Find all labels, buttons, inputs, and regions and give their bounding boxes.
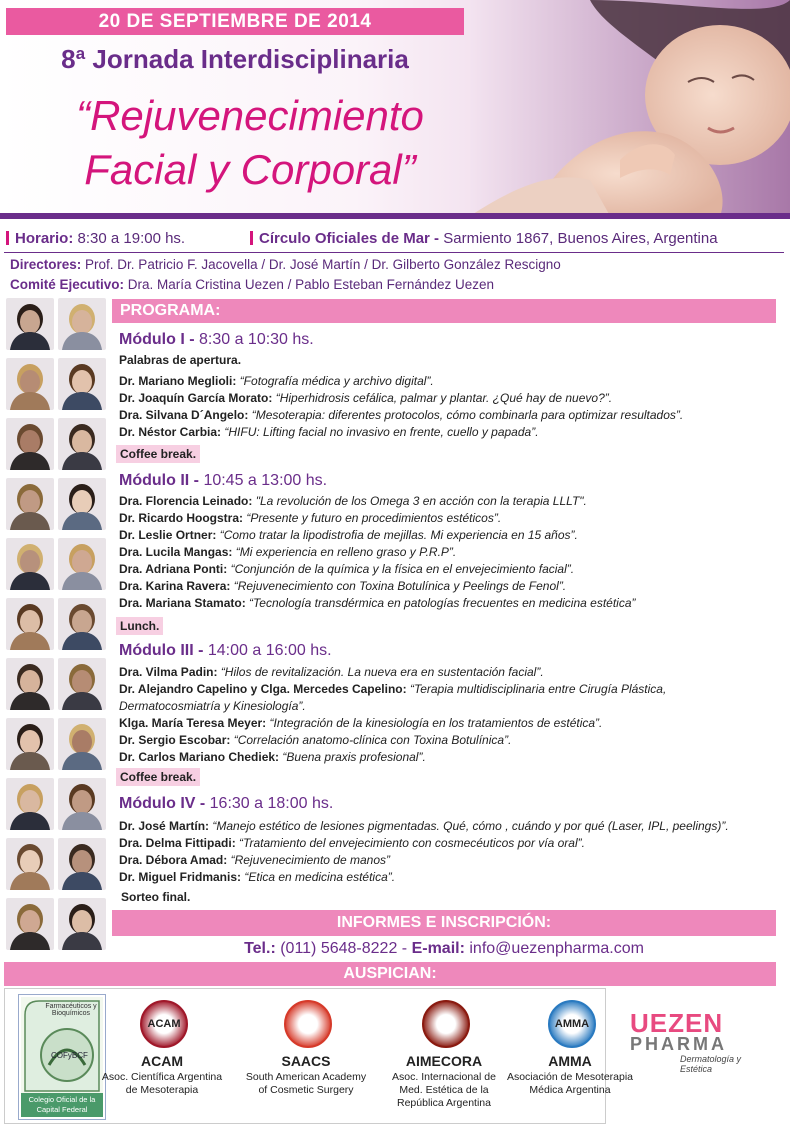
sponsor-name: SAACS [281,1053,331,1069]
uezen-pharma-logo [624,1008,774,1074]
modulo-4-time: 16:30 a 18:00 hs. [209,795,334,812]
talk-line [119,853,390,867]
header-divider [0,213,790,219]
email-label: E-mail: [411,940,465,957]
pharma-word: PHARMA [630,1034,727,1054]
speaker-name: Dr. Ricardo Hoogstra: [119,511,247,525]
talk-line [119,494,587,508]
speaker-photo [58,838,106,890]
speaker-photo [6,538,54,590]
talk-title: “Hiperhidrosis cefálica, palmar y plantar. ¿Qué hay de nuevo?”. [275,391,613,405]
horario-label: Horario: [15,230,74,247]
accent-bar [250,231,253,245]
speaker-photo [6,418,54,470]
info-divider [4,252,784,253]
speaker-photo [58,418,106,470]
edition-title: 8ª Jornada Interdisciplinaria [61,44,409,74]
speaker-name: Klga. María Teresa Meyer: [119,716,270,730]
speaker-name: Dr. Alejandro Capelino y Clga. Mercedes Capelino: [119,682,410,696]
coffee-break-1: Coffee break. [116,445,200,463]
talk-line [119,596,636,610]
speaker-photo [58,478,106,530]
speaker-name: Dra. Delma Fittipadi: [119,836,240,850]
sponsor-description: South American Academy of Cosmetic Surgery [245,1071,367,1096]
speaker-name: Dra. Mariana Stamato: [119,596,250,610]
directores-label: Directores: [10,257,82,272]
sponsor-name: AMMA [548,1053,592,1069]
sponsor-logo-icon [422,1000,470,1048]
modulo-2-time: 10:45 a 13:00 hs. [203,472,328,489]
speaker-photo [58,298,106,350]
uezen-tagline: Dermatología y Estética [680,1054,742,1074]
speaker-photo [58,658,106,710]
talk-line [119,545,456,559]
speaker-name: Dr. Miguel Fridmanis: [119,870,245,884]
modulo-1-time: 8:30 a 10:30 hs. [198,331,314,348]
sponsor-logo-icon: AMMA [548,1000,596,1048]
speaker-name: Dra. Adriana Ponti: [119,562,231,576]
speaker-name: Dr. Leslie Ortner: [119,528,220,542]
speaker-photo [58,718,106,770]
talk-title: “Rejuvenecimiento de manos” [230,853,391,867]
speaker-name: Dr. José Martín: [119,819,213,833]
talk-title: "La revolución de los Omega 3 en acción con la terapia LLLT". [255,494,587,508]
talk-title: “Presente y futuro en procedimientos estéticos”. [246,511,502,525]
talk-title: “Buena praxis profesional”. [282,750,426,764]
talk-line [119,391,612,405]
speaker-name: Dr. Sergio Escobar: [119,733,234,747]
talk-title: “Conjunción de la química y la física en el envejecimiento facial”. [230,562,575,576]
talk-line [119,716,602,730]
speaker-photo [6,658,54,710]
colegio-ring-text: Farmacéuticos y Bioquímicos [45,1003,97,1017]
speaker-name: Dra. Karina Ravera: [119,579,234,593]
accent-bar [6,231,9,245]
talk-title: “Hilos de revitalización. La nueva era en sustentación facial”. [220,665,544,679]
talk-title: “Correlación anatomo-clínica con Toxina Botulínica”. [233,733,512,747]
horario-info [6,230,185,247]
talk-title: “Tratamiento del envejecimiento con cosmecéuticos por vía oral”. [239,836,585,850]
comite-value: Dra. María Cristina Uezen / Pablo Esteban Fernández Uezen [127,277,494,292]
speaker-name: Dra. Florencia Leinado: [119,494,256,508]
programa-heading: PROGRAMA: [112,299,776,323]
sponsor-description: Asociación de Mesoterapia Médica Argentina [506,1071,634,1096]
sorteo-text: Sorteo final. [121,890,191,904]
speaker-name: Dra. Lucila Mangas: [119,545,236,559]
talk-line [119,750,426,764]
speaker-photo [6,598,54,650]
speaker-photo [58,538,106,590]
speaker-photo [58,358,106,410]
auspician-heading: AUSPICIAN: [4,962,776,986]
speaker-photo [6,778,54,830]
talk-title: Dermatocosmiatría y Kinesiología”. [119,699,306,713]
talk-title: “Manejo estético de lesiones pigmentadas. Qué, cómo , cuándo y por qué (Laser, IPL, peelings)”. [212,819,729,833]
modulo-4-name: Módulo IV - [119,795,206,812]
speaker-photo [6,298,54,350]
directores-value: Prof. Dr. Patricio F. Jacovella / Dr. José Martín / Dr. Gilberto González Rescigno [85,257,561,272]
informes-heading: INFORMES E INSCRIPCIÓN: [112,910,776,936]
speaker-name: Dra. Vilma Padin: [119,665,221,679]
talk-line [119,579,566,593]
colegio-short: COFyBCF [51,1051,88,1060]
speaker-name: Dra. Débora Amad: [119,853,231,867]
speaker-name: Dra. Silvana D´Angelo: [119,408,252,422]
email-link[interactable]: info@uezenpharma.com [469,940,644,957]
venue-value: Sarmiento 1867, Buenos Aires, Argentina [443,230,718,247]
date-banner: 20 DE SEPTIEMBRE DE 2014 [6,8,464,35]
speaker-photo [58,598,106,650]
talk-line [119,665,544,679]
modulo-3-heading [119,642,332,660]
uezen-word: UEZEN [630,1008,724,1038]
talk-title: “Etica en medicina estética”. [244,870,396,884]
modulo-1-heading [119,331,314,349]
horario-value: 8:30 a 19:00 hs. [77,230,186,247]
speaker-name: Dr. Carlos Mariano Chediek: [119,750,283,764]
talk-title: “Terapia multidisciplinaria entre Cirugía Plástica, [409,682,667,696]
comite-label: Comité Ejecutivo: [10,277,125,292]
talk-title: “Rejuvenecimiento con Toxina Botulínica y Peelings de Fenol”. [233,579,567,593]
talk-line [119,425,539,439]
lunch-break: Lunch. [116,617,163,635]
talk-line [119,511,501,525]
modulo-2-name: Módulo II - [119,472,199,489]
header-banner [0,0,790,216]
directores-line [10,257,561,272]
sponsor-description: Asoc. Internacional de Med. Estética de la República Argentina [392,1071,496,1109]
colegio-logo [18,994,106,1120]
speaker-photo [58,778,106,830]
talk-line [119,374,434,388]
tel-value: (011) 5648-8222 - [280,940,408,957]
sponsor-logo-icon: ACAM [140,1000,188,1048]
main-title-line1: “Rejuvenecimiento [76,92,424,139]
modulo-3-name: Módulo III - [119,642,204,659]
speaker-name: Dr. Mariano Meglioli: [119,374,240,388]
modulo-4-heading [119,795,333,813]
speaker-name: Dr. Joaquín García Morato: [119,391,276,405]
speaker-photo [6,898,54,950]
sponsor-name: AIMECORA [405,1053,483,1069]
talk-line [119,870,395,884]
venue-label: Círculo Oficiales de Mar - [259,230,440,247]
tel-label: Tel.: [244,940,276,957]
talk-title: “Integración de la kinesiología en los tratamientos de estética”. [269,716,603,730]
talk-title: “Como tratar la lipodistrofia de mejillas. Mi experiencia en 15 años”. [219,528,578,542]
speaker-photo [6,838,54,890]
modulo-2-heading [119,472,327,490]
modulo-3-time: 14:00 a 16:00 hs. [207,642,332,659]
apertura-text: Palabras de apertura. [119,353,242,367]
speaker-photo [6,718,54,770]
talk-line [119,699,306,713]
talk-title: “Tecnología transdérmica en patologías frecuentes en medicina estética” [249,596,636,610]
talk-title: “HIFU: Lifting facial no invasivo en frente, cuello y papada”. [224,425,539,439]
talk-line [119,682,666,696]
venue-info [250,230,718,247]
talk-line [119,733,511,747]
speaker-photo [6,358,54,410]
modulo-1-name: Módulo I - [119,331,195,348]
talk-title: “Mesoterapia: diferentes protocolos, cómo combinarla para optimizar resultados”. [251,408,684,422]
speaker-name: Dr. Néstor Carbia: [119,425,225,439]
talk-line [119,408,683,422]
contact-line [112,940,776,958]
woman-photo [470,0,790,216]
talk-line [119,562,574,576]
main-title-line2: Facial y Corporal” [84,146,416,193]
sponsor-logo-icon [284,1000,332,1048]
speaker-photo [58,898,106,950]
talk-line [119,836,585,850]
talk-title: “Mi experiencia en relleno graso y P.R.P”. [235,545,457,559]
comite-line [10,277,494,292]
sponsor-description: Asoc. Científica Argentina de Mesoterapia [101,1071,223,1096]
sponsor-name: ACAM [141,1053,183,1069]
coffee-break-2: Coffee break. [116,768,200,786]
speaker-photo [6,478,54,530]
talk-title: “Fotografía médica y archivo digital”. [239,374,434,388]
talk-line [119,528,578,542]
talk-line [119,819,729,833]
colegio-footer: Colegio Oficial de la Capital Federal [28,1095,96,1114]
